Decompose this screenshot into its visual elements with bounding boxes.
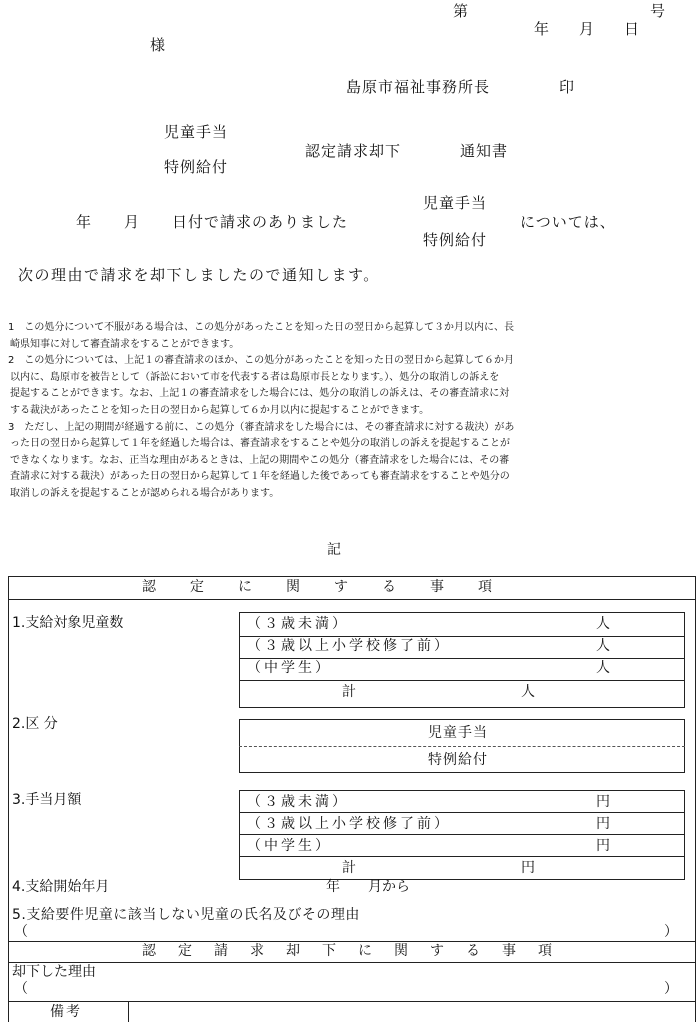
paren-close: ） — [664, 924, 678, 940]
divider — [239, 680, 685, 681]
count-row-primary: （３歳以上小学校修了前） — [247, 638, 451, 654]
amount-row-primary: （３歳以上小学校修了前） — [247, 816, 451, 832]
paren-open: （ — [14, 981, 28, 997]
divider — [239, 658, 685, 659]
note-line: 1 この処分について不服がある場合は、この処分があったことを知った日の翌日から起算して３か月以内に、長 — [8, 322, 515, 333]
divider — [8, 962, 696, 963]
title-type-line1: 児童手当 — [164, 123, 229, 141]
body-second-line: 次の理由で請求を却下しましたので通知します。 — [18, 266, 380, 284]
issuer-name: 島原市福祉事務所長 — [346, 78, 491, 96]
note-line: 査請求に対する裁決）があった日の翌日から起算して１年を経過した後であっても審査請求をすることや処分の — [10, 471, 510, 483]
note-line: 3 ただし、上記の期間が経過する前に、この処分（審査請求をした場合には、その審査請求に対する裁決）があ — [8, 421, 515, 433]
item3-label: 3.手当月額 — [12, 792, 82, 808]
count-row-under3: （３歳未満） — [247, 616, 349, 632]
count-row-junior-high: （中学生） — [247, 660, 332, 676]
notes-block — [8, 320, 690, 503]
item2-label: 2.区 分 — [12, 716, 58, 732]
number-prefix: 第 — [453, 2, 469, 20]
note-line: 提起することができます。なお、上記１の審査請求をした場合には、処分の取消しの訴えは、その審査請求に対 — [10, 388, 510, 400]
cell-divider — [128, 1001, 129, 1022]
dashed-divider — [239, 746, 685, 747]
title-suffix: 通知書 — [460, 142, 509, 160]
body-type-line2: 特例給付 — [423, 231, 488, 249]
note-line: った日の翌日から起算して１年を経過した場合は、審査請求をすることや処分の取消しの訴えを提起することが — [10, 438, 510, 450]
amount-row-junior-high: （中学生） — [247, 838, 332, 854]
amount-row-under3: （３歳未満） — [247, 794, 349, 810]
amount-unit: 円 — [596, 794, 610, 810]
divider — [239, 856, 685, 857]
amount-total-unit: 円 — [521, 860, 535, 876]
note-line: 崎県知事に対して審査請求をすることができます。 — [10, 338, 240, 350]
reason-label: 却下した理由 — [12, 964, 96, 980]
note-line: 以内に、島原市を被告として（訴訟において市を代表する者は島原市長となります。）、処分の取消しの訴えを — [10, 371, 500, 383]
note-line: する裁決があったことを知った日の翌日から起算して６か月以内に提起することができます。 — [10, 404, 430, 416]
title-main: 認定請求却下 — [305, 142, 402, 160]
body-type-line1: 児童手当 — [423, 194, 488, 212]
divider — [8, 941, 696, 942]
divider — [239, 834, 685, 835]
ki-heading: 記 — [327, 542, 341, 558]
paren-close: ） — [664, 981, 678, 997]
category-special-benefit: 特例給付 — [428, 752, 488, 768]
item4-label: 4.支給開始年月 — [12, 879, 110, 895]
divider — [239, 812, 685, 813]
request-date-sentence: 年 月 日付で請求のありました — [76, 213, 349, 231]
item5-label: 5.支給要件児童に該当しない児童の氏名及びその理由 — [12, 907, 360, 923]
start-month-value: 年 月から — [326, 879, 410, 895]
note-line: できなくなります。なお、正当な理由があるときは、上記の期間やこの処分（審査請求をした場合には、その審 — [10, 454, 510, 466]
remarks-label: 備考 — [50, 1004, 82, 1020]
recipient-honorific: 様 — [150, 36, 166, 54]
divider — [8, 1001, 696, 1002]
body-tail: については、 — [520, 213, 616, 231]
divider — [239, 636, 685, 637]
amount-unit: 円 — [596, 816, 610, 832]
count-unit: 人 — [596, 638, 610, 654]
seal-mark: 印 — [559, 78, 575, 96]
section1-heading: 認定に関する事項 — [142, 579, 526, 595]
count-total-unit: 人 — [521, 684, 535, 700]
section2-heading: 認定請求却下に関する事項 — [142, 943, 574, 959]
amount-unit: 円 — [596, 838, 610, 854]
title-type-line2: 特例給付 — [164, 158, 229, 176]
count-unit: 人 — [596, 660, 610, 676]
amount-total-label: 計 — [342, 860, 356, 876]
count-unit: 人 — [596, 616, 610, 632]
divider — [8, 599, 696, 600]
category-child-allowance: 児童手当 — [428, 725, 488, 741]
item1-label: 1.支給対象児童数 — [12, 615, 124, 631]
paren-open: （ — [14, 924, 28, 940]
number-suffix: 号 — [650, 2, 666, 20]
issue-date: 年 月 日 — [534, 20, 640, 38]
count-total-label: 計 — [342, 684, 356, 700]
note-line: 取消しの訴えを提起することが認められる場合があります。 — [10, 487, 280, 499]
note-line: 2 この処分については、上記１の審査請求のほか、この処分があったことを知った日の翌日から起算して６か月 — [8, 355, 515, 367]
